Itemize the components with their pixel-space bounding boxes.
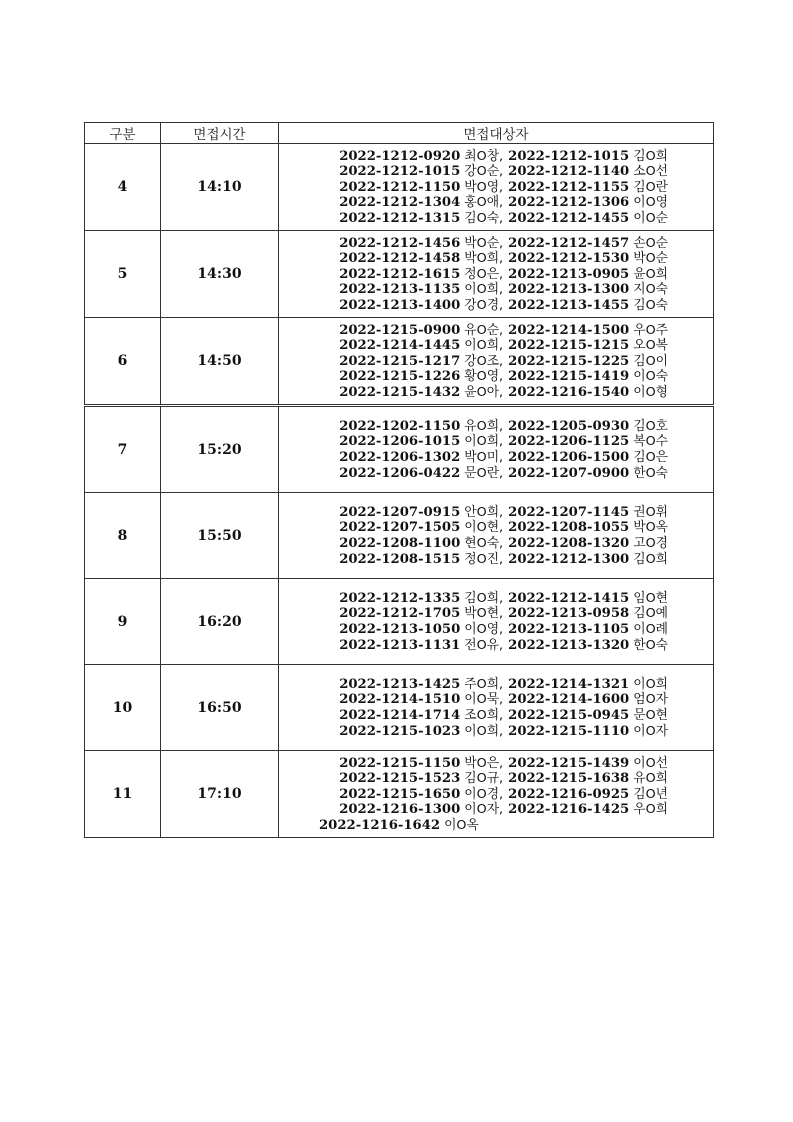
candidate-list xyxy=(279,318,714,406)
interview-time: 15:50 xyxy=(161,493,279,579)
group-number: 11 xyxy=(85,751,161,838)
application-number: 2022-1206-1500 xyxy=(508,450,630,465)
candidate-line xyxy=(279,369,713,385)
group-number: 10 xyxy=(85,665,161,751)
application-number: 2022-1212-1304 xyxy=(339,195,461,211)
candidate-name: 이O형 xyxy=(633,384,668,400)
candidate-name: 한O숙 xyxy=(633,465,668,481)
application-number: 2022-1215-1419 xyxy=(508,369,630,385)
candidate-line xyxy=(279,466,713,482)
candidate-name: 현O숙, xyxy=(464,536,504,551)
candidate-list xyxy=(279,406,714,493)
application-number: 2022-1214-1500 xyxy=(508,322,630,338)
application-number: 2022-1213-1131 xyxy=(339,637,461,653)
table-row xyxy=(85,144,714,231)
application-number: 2022-1206-1125 xyxy=(508,434,630,450)
candidate-name: 우O희 xyxy=(633,802,668,818)
candidate-line xyxy=(279,818,713,834)
candidate-name: 김O희 xyxy=(633,551,668,567)
candidate-line xyxy=(279,298,713,314)
candidate-name: 김O이 xyxy=(633,353,668,369)
candidate-name: 이O희, xyxy=(464,723,504,739)
candidate-line xyxy=(279,385,713,401)
application-number: 2022-1214-1510 xyxy=(339,692,461,708)
application-number: 2022-1207-1145 xyxy=(508,504,630,520)
table-row xyxy=(85,579,714,665)
application-number: 2022-1213-1320 xyxy=(508,637,630,653)
application-number: 2022-1213-0905 xyxy=(508,266,630,282)
candidate-line xyxy=(279,180,713,196)
table-row xyxy=(85,665,714,751)
group-number: 4 xyxy=(85,144,161,231)
candidate-name: 김O년 xyxy=(633,786,668,802)
application-number: 2022-1213-1400 xyxy=(339,297,461,313)
candidate-name: 이O희, xyxy=(464,282,504,298)
application-number: 2022-1215-1439 xyxy=(508,755,630,771)
candidate-name: 박O옥 xyxy=(633,520,668,536)
header-time: 면접시간 xyxy=(161,123,279,144)
application-number: 2022-1212-1615 xyxy=(339,266,461,282)
group-number: 7 xyxy=(85,406,161,493)
candidate-name: 이O숙 xyxy=(633,369,668,385)
application-number: 2022-1212-1530 xyxy=(508,251,630,267)
table-row xyxy=(85,751,714,838)
interview-time: 16:50 xyxy=(161,665,279,751)
candidate-name: 권O휘 xyxy=(633,504,668,520)
candidate-name: 주O희, xyxy=(464,676,504,692)
candidate-name: 김O은 xyxy=(633,450,668,465)
candidate-name: 유O순, xyxy=(464,322,504,338)
application-number: 2022-1212-1457 xyxy=(508,235,630,251)
application-number: 2022-1208-1515 xyxy=(339,551,461,567)
candidate-line xyxy=(279,195,713,211)
candidate-line xyxy=(279,622,713,638)
application-number: 2022-1213-0958 xyxy=(508,606,630,622)
application-number: 2022-1212-0920 xyxy=(339,148,461,164)
candidate-line xyxy=(279,164,713,180)
application-number: 2022-1212-1455 xyxy=(508,210,630,226)
application-number: 2022-1212-1155 xyxy=(508,179,630,195)
candidate-line xyxy=(279,434,713,450)
candidate-name: 복O수 xyxy=(633,434,668,450)
application-number: 2022-1215-1225 xyxy=(508,353,630,369)
application-number: 2022-1213-1050 xyxy=(339,622,461,637)
candidate-name: 이O자 xyxy=(633,723,668,739)
candidate-name: 한O숙 xyxy=(633,637,668,653)
interview-time: 14:10 xyxy=(161,144,279,231)
candidate-line xyxy=(279,552,713,568)
candidate-line xyxy=(279,236,713,252)
application-number: 2022-1207-1505 xyxy=(339,520,461,536)
candidate-name: 박O미, xyxy=(464,450,504,465)
application-number: 2022-1212-1415 xyxy=(508,590,630,606)
interview-time: 16:20 xyxy=(161,579,279,665)
application-number: 2022-1206-0422 xyxy=(339,465,461,481)
candidate-line xyxy=(279,419,713,435)
candidate-name: 이O영 xyxy=(633,195,668,211)
candidate-name: 이O순 xyxy=(633,210,668,226)
candidate-list xyxy=(279,579,714,665)
candidate-list xyxy=(279,751,714,838)
candidate-name: 이O희, xyxy=(464,434,504,450)
candidate-name: 조O희, xyxy=(464,708,504,723)
candidate-name: 유O희, xyxy=(464,418,504,434)
application-number: 2022-1214-1714 xyxy=(339,708,461,723)
candidate-line xyxy=(279,771,713,787)
candidate-name: 정O진, xyxy=(464,551,504,567)
candidate-name: 김O란 xyxy=(633,179,668,195)
candidate-line xyxy=(279,724,713,740)
candidate-name: 이O선 xyxy=(633,755,668,771)
candidate-line xyxy=(279,606,713,622)
candidate-name: 김O규, xyxy=(464,771,504,787)
group-number: 5 xyxy=(85,231,161,318)
application-number: 2022-1212-1140 xyxy=(508,164,630,180)
application-number: 2022-1215-1432 xyxy=(339,384,461,400)
application-number: 2022-1215-1638 xyxy=(508,771,630,787)
candidate-name: 이O례 xyxy=(633,622,668,637)
application-number: 2022-1213-1300 xyxy=(508,282,630,298)
candidate-list xyxy=(279,665,714,751)
candidate-line xyxy=(279,251,713,267)
candidate-name: 박O은, xyxy=(464,755,504,771)
candidate-name: 손O순 xyxy=(633,235,668,251)
application-number: 2022-1206-1302 xyxy=(339,450,461,465)
candidate-name: 박O희, xyxy=(464,251,504,267)
candidate-line xyxy=(279,323,713,339)
application-number: 2022-1215-1215 xyxy=(508,338,630,354)
application-number: 2022-1215-1217 xyxy=(339,353,461,369)
header-targets: 면접대상자 xyxy=(279,123,714,144)
application-number: 2022-1212-1150 xyxy=(339,179,461,195)
table-row xyxy=(85,406,714,493)
application-number: 2022-1212-1315 xyxy=(339,210,461,226)
application-number: 2022-1212-1300 xyxy=(508,551,630,567)
candidate-name: 전O유, xyxy=(464,637,504,653)
candidate-name: 윤O희 xyxy=(633,266,668,282)
candidate-line xyxy=(279,149,713,165)
candidate-name: 김O희 xyxy=(633,148,668,164)
candidate-name: 강O조, xyxy=(464,353,504,369)
table-row xyxy=(85,493,714,579)
candidate-line xyxy=(279,267,713,283)
candidate-name: 김O예 xyxy=(633,606,668,622)
application-number: 2022-1215-1023 xyxy=(339,723,461,739)
interview-time: 17:10 xyxy=(161,751,279,838)
table-row xyxy=(85,231,714,318)
group-number: 9 xyxy=(85,579,161,665)
group-number: 6 xyxy=(85,318,161,406)
candidate-name: 김O호 xyxy=(633,418,668,434)
application-number: 2022-1208-1320 xyxy=(508,536,630,551)
interview-time: 14:30 xyxy=(161,231,279,318)
application-number: 2022-1212-1458 xyxy=(339,251,461,267)
candidate-line xyxy=(279,211,713,227)
candidate-line xyxy=(279,692,713,708)
application-number: 2022-1214-1600 xyxy=(508,692,630,708)
candidate-line xyxy=(279,354,713,370)
candidate-line xyxy=(279,591,713,607)
candidate-name: 엄O자 xyxy=(633,692,668,708)
candidate-name: 임O현 xyxy=(633,590,668,606)
application-number: 2022-1213-1455 xyxy=(508,297,630,313)
application-number: 2022-1213-1135 xyxy=(339,282,461,298)
interview-time: 15:20 xyxy=(161,406,279,493)
candidate-line xyxy=(279,520,713,536)
application-number: 2022-1207-0900 xyxy=(508,465,630,481)
candidate-name: 이O희, xyxy=(464,338,504,354)
application-number: 2022-1215-1110 xyxy=(508,723,630,739)
candidate-name: 오O복 xyxy=(633,338,668,354)
application-number: 2022-1212-1015 xyxy=(339,164,461,180)
candidate-line xyxy=(279,536,713,552)
candidate-line xyxy=(279,677,713,693)
application-number: 2022-1216-1300 xyxy=(339,802,461,818)
candidate-list xyxy=(279,144,714,231)
candidate-name: 홍O애, xyxy=(464,195,504,211)
candidate-name: 이O옥 xyxy=(444,817,479,833)
candidate-line xyxy=(279,450,713,466)
candidate-name: 지O숙 xyxy=(633,282,668,298)
application-number: 2022-1208-1100 xyxy=(339,536,461,551)
candidate-name: 이O묵, xyxy=(464,692,504,708)
candidate-name: 이O영, xyxy=(464,622,504,637)
application-number: 2022-1215-0945 xyxy=(508,708,630,723)
candidate-name: 강O경, xyxy=(464,297,504,313)
candidate-name: 유O희 xyxy=(633,771,668,787)
application-number: 2022-1215-1523 xyxy=(339,771,461,787)
application-number: 2022-1212-1456 xyxy=(339,235,461,251)
candidate-name: 김O희, xyxy=(464,590,504,606)
application-number: 2022-1214-1321 xyxy=(508,676,630,692)
application-number: 2022-1215-0900 xyxy=(339,322,461,338)
candidate-name: 정O은, xyxy=(464,266,504,282)
candidate-name: 황O영, xyxy=(464,369,504,385)
candidate-name: 고O경 xyxy=(633,536,668,551)
candidate-name: 이O자, xyxy=(464,802,504,818)
application-number: 2022-1212-1015 xyxy=(508,148,630,164)
candidate-line xyxy=(279,338,713,354)
candidate-name: 문O현 xyxy=(633,708,668,723)
candidate-name: 박O영, xyxy=(464,179,504,195)
candidate-name: 김O숙, xyxy=(464,210,504,226)
candidate-line xyxy=(279,787,713,803)
candidate-name: 소O선 xyxy=(633,164,668,180)
application-number: 2022-1214-1445 xyxy=(339,338,461,354)
application-number: 2022-1212-1306 xyxy=(508,195,630,211)
candidate-name: 윤O아, xyxy=(464,384,504,400)
application-number: 2022-1212-1335 xyxy=(339,590,461,606)
application-number: 2022-1202-1150 xyxy=(339,418,461,434)
application-number: 2022-1212-1705 xyxy=(339,606,461,622)
header-group: 구분 xyxy=(85,123,161,144)
candidate-name: 강O순, xyxy=(464,164,504,180)
candidate-name: 이O희 xyxy=(633,676,668,692)
candidate-list xyxy=(279,231,714,318)
candidate-line xyxy=(279,756,713,772)
application-number: 2022-1206-1015 xyxy=(339,434,461,450)
candidate-name: 문O란, xyxy=(464,465,504,481)
application-number: 2022-1215-1226 xyxy=(339,369,461,385)
table-row xyxy=(85,318,714,406)
schedule-body xyxy=(85,144,714,838)
candidate-line xyxy=(279,708,713,724)
application-number: 2022-1215-1150 xyxy=(339,755,461,771)
application-number: 2022-1216-1642 xyxy=(319,817,441,833)
application-number: 2022-1216-0925 xyxy=(508,786,630,802)
application-number: 2022-1215-1650 xyxy=(339,786,461,802)
group-number: 8 xyxy=(85,493,161,579)
candidate-name: 안O희, xyxy=(464,504,504,520)
interview-time: 14:50 xyxy=(161,318,279,406)
candidate-name: 박O순, xyxy=(464,235,504,251)
candidate-name: 박O순 xyxy=(633,251,668,267)
schedule-sheet xyxy=(84,122,713,838)
candidate-name: 박O현, xyxy=(464,606,504,622)
candidate-name: 우O주 xyxy=(633,322,668,338)
candidate-name: 최O창, xyxy=(464,148,504,164)
application-number: 2022-1207-0915 xyxy=(339,504,461,520)
candidate-name: 이O현, xyxy=(464,520,504,536)
candidate-line xyxy=(279,505,713,521)
application-number: 2022-1208-1055 xyxy=(508,520,630,536)
candidate-line xyxy=(279,282,713,298)
application-number: 2022-1213-1105 xyxy=(508,622,630,637)
application-number: 2022-1205-0930 xyxy=(508,418,630,434)
candidate-line xyxy=(279,802,713,818)
candidate-name: 이O경, xyxy=(464,786,504,802)
table-header-row xyxy=(85,123,714,144)
interview-schedule-table xyxy=(84,122,714,838)
application-number: 2022-1216-1540 xyxy=(508,384,630,400)
candidate-list xyxy=(279,493,714,579)
candidate-name: 김O숙 xyxy=(633,297,668,313)
application-number: 2022-1213-1425 xyxy=(339,676,461,692)
application-number: 2022-1216-1425 xyxy=(508,802,630,818)
candidate-line xyxy=(279,638,713,654)
